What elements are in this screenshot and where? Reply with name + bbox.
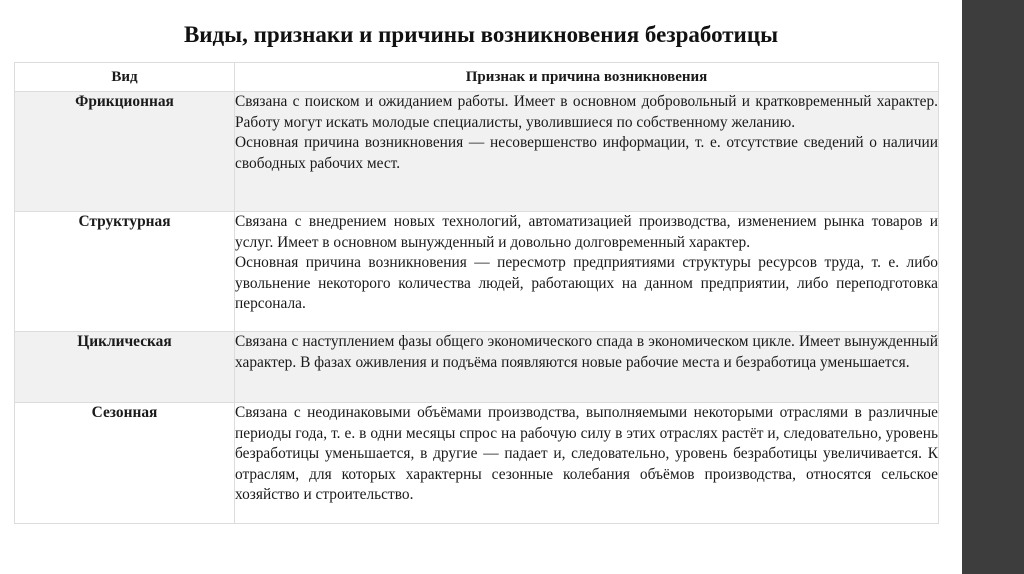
row-description: [235, 403, 939, 524]
row-description: [235, 212, 939, 332]
row-type-structural: Структурная: [15, 212, 235, 332]
unemployment-table: [14, 62, 939, 524]
header-type: Вид: [15, 63, 235, 92]
description-paragraph: Основная причина возникновения — несовершенство информации, т. е. отсутствие сведений о наличии свободных рабочих мест.: [235, 134, 938, 172]
header-description: Признак и причина возникновения: [235, 63, 939, 92]
description-paragraph: Связана с внедрением новых технологий, автоматизацией производства, изменением рынка товаров и услуг. Имеет в основном вынужденный и довольно долговременный характер.: [235, 213, 938, 251]
row-description: [235, 332, 939, 403]
description-paragraph: Связана с наступлением фазы общего экономического спада в экономическом цикле. Имеет вынужденный характер. В фазах оживления и подъёма появляются новые рабочие места и безработица уменьшается.: [235, 333, 938, 371]
row-type-seasonal: Сезонная: [15, 403, 235, 524]
table-row: [15, 212, 939, 332]
table-row: [15, 332, 939, 403]
right-side-bar: [962, 0, 1024, 574]
slide-title: Виды, признаки и причины возникновения безработицы: [183, 22, 779, 47]
row-description: [235, 92, 939, 212]
description-paragraph: Основная причина возникновения — пересмотр предприятиями структуры ресурсов труда, т. е. либо увольнение некоторого количества людей, работающих на данном предприятии, либо переподготовка персонала.: [235, 254, 938, 312]
description-paragraph: Связана с неодинаковыми объёмами производства, выполняемыми некоторыми отраслями в различные периоды года, т. е. в одни месяцы спрос на рабочую силу в этих отраслях растёт и, следовательно, уровень безработицы уменьшается, в другие — падает и, следовательно, уровень безработицы увеличивается. К отраслям, для которых характерны сезонные колебания объёмов производства, относятся сельское хозяйство и строительство.: [235, 404, 938, 503]
table-row: [15, 403, 939, 524]
table-header-row: [15, 63, 939, 92]
row-type-frictional: Фрикционная: [15, 92, 235, 212]
description-paragraph: Связана с поиском и ожиданием работы. Имеет в основном добровольный и кратковременный характер. Работу могут искать молодые специалисты, уволившиеся по собственному желанию.: [235, 93, 938, 131]
table-row: [15, 92, 939, 212]
row-type-cyclical: Циклическая: [15, 332, 235, 403]
